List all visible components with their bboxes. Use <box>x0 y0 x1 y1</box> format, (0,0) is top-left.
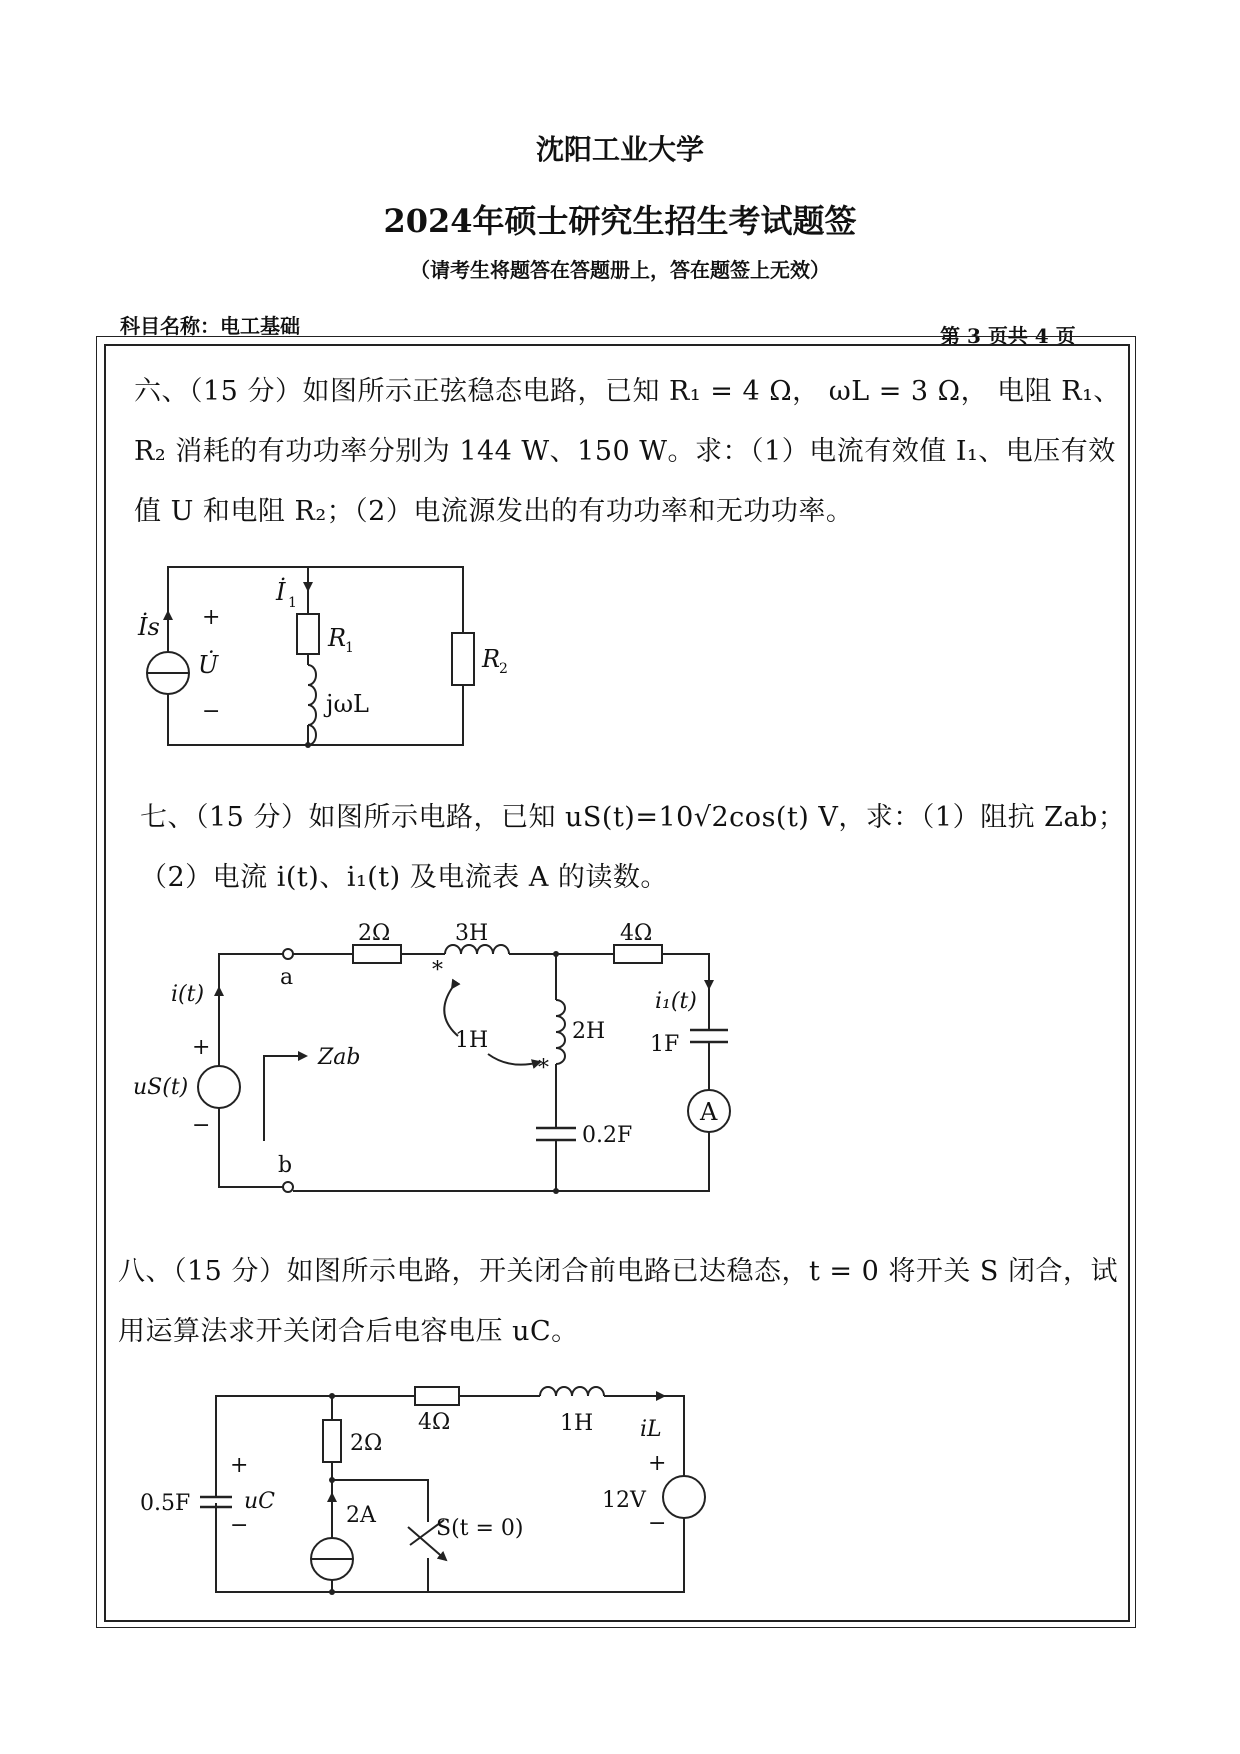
page-info: 第 3 页共 4 页 <box>940 324 1076 348</box>
inductor-2h-icon <box>556 1000 565 1064</box>
fig7-c-mid: 0.2F <box>582 1123 633 1148</box>
resistor-4ohm-q8-icon <box>415 1387 459 1405</box>
fig7-ammeter: A <box>700 1098 718 1126</box>
fig6-i1-sub: 1 <box>288 595 297 611</box>
fig7-c-right: 1F <box>650 1032 680 1057</box>
inductor-3h-icon <box>445 945 509 954</box>
fig7-source-label: uS(t) <box>133 1075 189 1100</box>
fig7-dot-top: * <box>432 958 443 983</box>
fig8-il-label: iL <box>640 1417 662 1442</box>
fig8-r-top: 4Ω <box>418 1410 451 1435</box>
fig7-mutual: 1H <box>455 1028 489 1053</box>
fig6-voltage-label: U̇ <box>198 651 219 679</box>
fig7-l-mid: 2H <box>572 1019 606 1044</box>
resistor-r2-icon <box>452 633 474 685</box>
fig8-minus-right: − <box>648 1511 667 1536</box>
fig6-inductor-label: jωL <box>326 690 369 718</box>
fig7-i-label: i(t) <box>171 982 205 1007</box>
subject-label: 科目名称：电工基础 <box>120 314 300 338</box>
voltage-source-12v-icon <box>663 1476 705 1518</box>
fig8-plus-left: + <box>230 1453 249 1478</box>
fig8-current-src: 2A <box>346 1503 376 1528</box>
resistor-4ohm-icon <box>614 945 662 963</box>
fig8-switch: S(t = 0) <box>436 1516 524 1541</box>
fig8-voltage-src: 12V <box>602 1488 646 1513</box>
voltage-source-icon <box>198 1066 240 1108</box>
notice-text: （请考生将题答在答题册上，答在题签上无效） <box>410 258 830 282</box>
fig8-l-top: 1H <box>560 1411 594 1436</box>
fig6-r2-label: R <box>482 645 501 673</box>
node-a-terminal <box>283 949 293 959</box>
mutual-coupling-arrow <box>488 1054 540 1065</box>
inductor-1h-q8-icon <box>540 1387 604 1396</box>
question-6-text: 六、（15 分）如图所示正弦稳态电路，已知 R₁ = 4 Ω， ωL = 3 Ω， 电阻 R₁、R₂ 消耗的有功功率分别为 144 W、150 W。求：（1）电流有效值 I₁、电压有效值 U 和电阻 R₂；（2）电流源发出的有功功率和无功功率。 <box>134 376 1121 527</box>
fig7-r-top-left: 2Ω <box>358 921 391 946</box>
resistor-2ohm-q8-icon <box>323 1420 341 1462</box>
fig8-minus-left: − <box>230 1513 249 1538</box>
fig6-r2-sub: 2 <box>499 661 508 677</box>
fig8-uc: uC <box>244 1489 276 1514</box>
figure-q7 <box>133 921 730 1194</box>
fig6-source-label: İs <box>138 613 160 641</box>
fig6-r1-label: R <box>328 624 347 652</box>
figure-q8 <box>140 1387 705 1595</box>
fig7-r-top-right: 4Ω <box>620 921 653 946</box>
fig7-plus: + <box>192 1035 211 1060</box>
fig6-i1-label: İ <box>276 578 286 606</box>
fig7-zab: Zab <box>318 1045 361 1070</box>
fig7-l-top: 3H <box>455 921 489 946</box>
exam-title: 2024年硕士研究生招生考试题签 <box>383 202 857 240</box>
resistor-2ohm-icon <box>353 945 401 963</box>
fig7-i1-label: i₁(t) <box>655 989 697 1014</box>
question-7-text: 七、（15 分）如图所示电路，已知 uS(t)=10√2cos(t) V，求：（1）阻抗 Zab；（2）电流 i(t)、i₁(t) 及电流表 A 的读数。 <box>140 802 1126 893</box>
fig8-cap: 0.5F <box>140 1491 191 1516</box>
fig7-node-b: b <box>278 1153 293 1178</box>
fig6-plus: + <box>202 605 221 630</box>
inductor-icon <box>308 665 316 745</box>
question-8-text: 八、（15 分）如图所示电路，开关闭合前电路已达稳态，t = 0 将开关 S 闭合，试用运算法求开关闭合后电容电压 uC。 <box>118 1256 1118 1347</box>
fig7-node-a: a <box>280 965 294 990</box>
fig7-dot-mid: * <box>538 1056 549 1081</box>
fig8-plus-right: + <box>648 1451 667 1476</box>
fig8-r-vert: 2Ω <box>350 1431 383 1456</box>
university-name: 沈阳工业大学 <box>535 133 704 166</box>
fig6-r1-sub: 1 <box>345 640 354 656</box>
figure-q6 <box>137 567 508 748</box>
node-b-terminal <box>283 1182 293 1192</box>
fig6-minus: − <box>202 699 221 724</box>
resistor-r1-icon <box>297 614 319 654</box>
fig7-minus: − <box>192 1113 211 1138</box>
